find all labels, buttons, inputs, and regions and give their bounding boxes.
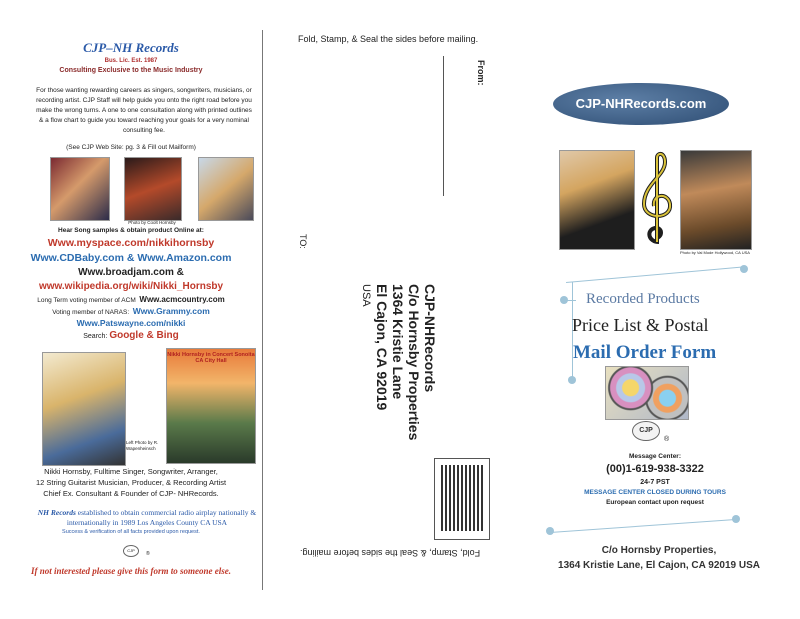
search-label: Search:: [83, 333, 108, 340]
decor-line-2: [566, 266, 745, 283]
bio-line-3: Chief Ex. Consultant & Founder of CJP- NHRecords.: [43, 489, 219, 498]
acm-label: Long Term voting member of ACM: [37, 297, 136, 304]
hear-songs-text: Hear Song samples & obtain product Online at:: [58, 227, 204, 234]
bio-line-2: 12 String Guitarist Musician, Producer, & Recording Artist: [35, 478, 227, 487]
broadjam-link[interactable]: Www.broadjam.com &: [78, 267, 184, 278]
mailing-address: [358, 284, 438, 440]
decor-dot-5: [546, 527, 554, 535]
established-text: [36, 508, 258, 528]
grammy-link[interactable]: Www.Grammy.com: [132, 306, 210, 316]
to-label: TO:: [298, 234, 308, 249]
title-mail-order: Mail Order Form: [573, 342, 717, 363]
photo-credit: Photo by Coolt Hornsby: [128, 220, 176, 225]
business-license: Bus. Lic. Est. 1987: [104, 58, 158, 64]
registered-mark-right: ®: [664, 436, 670, 443]
cdbaby-amazon-link[interactable]: Www.CDBaby.com & Www.Amazon.com: [30, 252, 232, 264]
artist-photo-right-2: [680, 150, 752, 250]
myspace-link[interactable]: Www.myspace.com/nikkihornsby: [47, 237, 215, 249]
search-line: [0, 330, 262, 341]
decor-dot-2: [740, 265, 748, 273]
fold-text-top: Fold, Stamp, & Seal the sides before mailing.: [298, 34, 479, 44]
site-badge: CJP-NHRecords.com: [553, 83, 729, 125]
title-recorded-products: Recorded Products: [586, 291, 700, 307]
bio: [0, 466, 262, 499]
hours: 24-7 PST: [640, 479, 670, 486]
address-line-3: 1364 Kristie Lane: [390, 284, 406, 400]
fold-text-bottom: Fold, Stamp, & Seal the sides before mailing.: [300, 548, 481, 558]
see-site-note: (See CJP Web Site: pg. 3 & Fill out Mailform): [66, 144, 196, 151]
stamp-pattern: [441, 465, 483, 531]
address-line-2: C/o Hornsby Properties: [406, 284, 422, 441]
from-label: From:: [476, 60, 486, 86]
search-terms: Google & Bing: [109, 330, 179, 341]
guitar-photo: [42, 352, 126, 466]
message-center-label: Message Center:: [628, 453, 682, 460]
fold-instructions-bottom: [300, 548, 480, 558]
bio-line-1: Nikki Hornsby, Fulltime Singer, Songwriter, Arranger,: [44, 467, 218, 476]
phone-number: (00)1-619-938-3322: [606, 463, 704, 475]
panel-divider: [262, 30, 263, 590]
verification-text: Success & verification of all facts provided upon request.: [62, 529, 200, 535]
wikipedia-link[interactable]: www.wikipedia.org/wiki/Nikki_Hornsby: [38, 281, 224, 292]
return-address-line-1: C/o Hornsby Properties,: [601, 545, 717, 556]
stamp-box: [434, 458, 490, 540]
cjp-logo: CJP: [632, 421, 660, 441]
from-line: [443, 56, 444, 196]
artist-photo-right-1: [559, 150, 635, 250]
decor-line-1: [564, 300, 576, 301]
acm-line: [0, 295, 262, 304]
fold-instructions-top: [298, 34, 478, 44]
concert-photo: [166, 348, 256, 464]
concert-caption: Nikki Hornsby in Concert Sonoita CA City Hall: [167, 352, 255, 364]
cjp-logo-small: CJP: [123, 545, 139, 557]
return-address-line-2: 1364 Kristie Lane, El Cajon, CA 92019 USA: [558, 560, 760, 571]
brand-title: CJP–NH Records: [83, 40, 179, 55]
established-rest: established to obtain commercial radio airplay nationally & internationally in 1989 Los Angeles County CA USA: [66, 508, 257, 527]
title-price-list: Price List & Postal: [572, 315, 709, 335]
established-brand: NH Records: [37, 508, 76, 517]
address-line-4: El Cajon, CA 92019: [374, 284, 390, 411]
patswayne-link[interactable]: Www.Patswayne.com/nikki: [76, 318, 186, 328]
acm-link[interactable]: Www.acmcountry.com: [139, 295, 225, 304]
artist-photo-1: [50, 157, 110, 221]
naras-line: [0, 306, 262, 316]
artist-photo-3: [198, 157, 254, 221]
right-photo-credit: Photo by Val Mode Hollywood, CA USA: [680, 250, 750, 255]
footer-note: If not interested please give this form to someone else.: [31, 566, 231, 576]
european-contact: European contact upon request: [606, 499, 704, 506]
treble-clef-icon: [638, 150, 676, 248]
decor-dot-3: [568, 376, 576, 384]
decor-line-4: [550, 519, 736, 533]
left-panel: [0, 0, 262, 619]
cd-discs-image: [605, 366, 689, 420]
registered-mark: ®: [146, 551, 150, 557]
artist-photo-2: [124, 157, 182, 221]
address-line-1: CJP-NHRecords: [422, 284, 438, 393]
tagline: Consulting Exclusive to the Music Industry: [59, 67, 203, 74]
closed-notice: MESSAGE CENTER CLOSED DURING TOURS: [584, 489, 726, 496]
left-photo-caption: Left Photo by R. Wapenheinsch: [126, 440, 159, 451]
naras-label: Voting member of NARAS:: [52, 309, 130, 316]
intro-text: For those wanting rewarding careers as singers, songwriters, musicians, or recording artist. CJP Staff will help guide you onto the right road before you make the wrong turns. A one to one consultation along with printed outlines & a flow chart to guide you toward reaching your goals for a very nominal consulting fee.: [36, 87, 252, 134]
address-line-5: USA: [360, 284, 372, 307]
